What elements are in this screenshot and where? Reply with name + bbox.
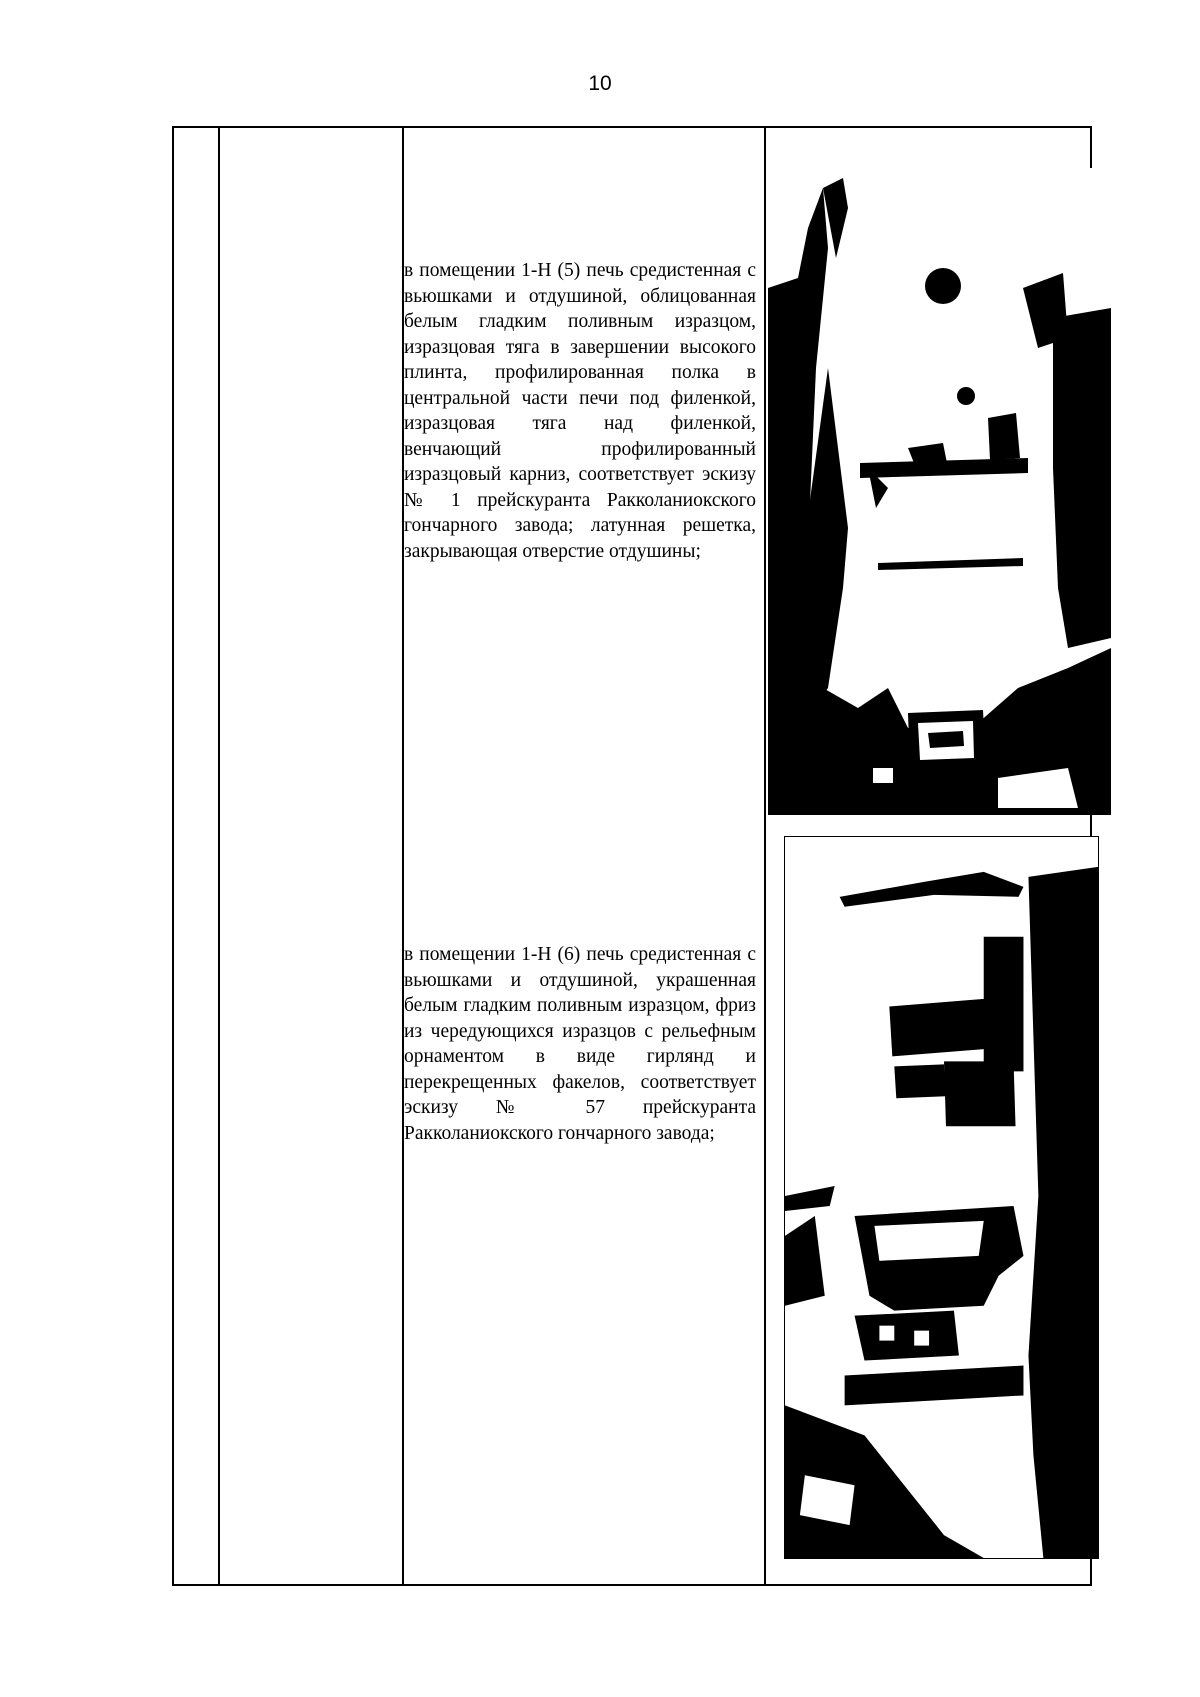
page-number: 10	[588, 72, 612, 95]
stove-photo	[768, 168, 1111, 815]
stove-photo	[784, 836, 1099, 1559]
entry-description: в помещении 1-Н (6) печь средистенная с вьюшками и отдушиной, украшенная белым гладким поливным изразцом, фриз из чередующихся изразцов с рельефным орнаментом в виде гирлянд и перекрещенных факелов, соответствует эскизу № 57 прейскуранта Ракколаниокского гончарного завода;	[404, 944, 756, 1144]
column-divider	[764, 128, 766, 1584]
column-divider	[218, 128, 220, 1584]
entry-description: в помещении 1-Н (5) печь средистенная с вьюшками и отдушиной, облицованная белым гладким поливным изразцом, изразцовая тяга в завершении высокого плинта, профилированная полка в центральной части печи под филенкой, изразцовая тяга над филенкой, венчающий профилированный изразцовый карниз, соответствует эскизу № 1 прейскуранта Ракколаниокского гончарного завода; латунная решетка, закрывающая отверстие отдушины;	[404, 260, 756, 562]
